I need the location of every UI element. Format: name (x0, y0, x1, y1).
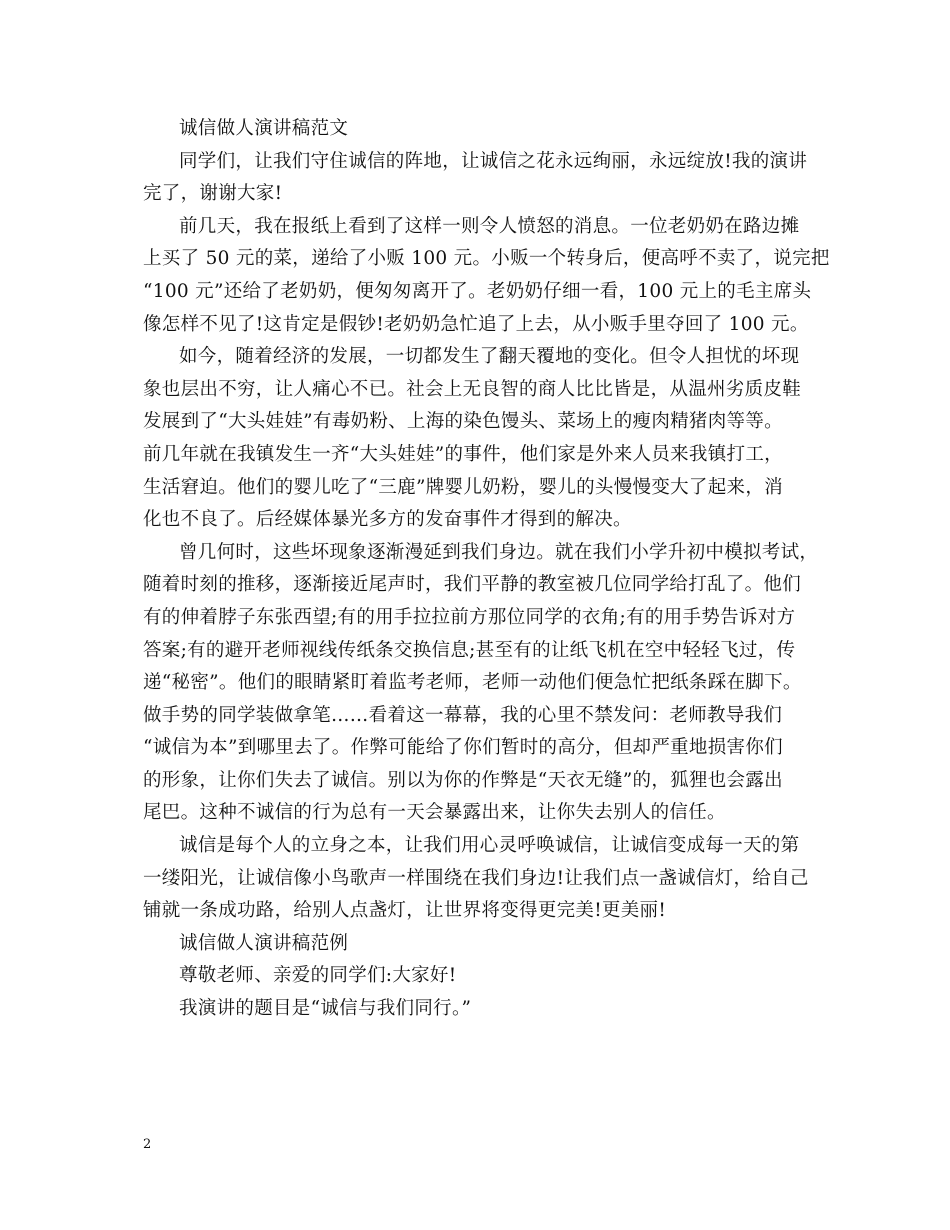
document-body (143, 113, 830, 1026)
text-line: 前几年就在我镇发生一齐“大头娃娃”的事件，他们家是外来人员来我镇打工， (143, 443, 783, 465)
text-line: 像怎样不见了!这肯定是假钞!老奶奶急忙追了上去，从小贩手里夺回了 100 元。 (143, 313, 809, 335)
text-line: 上买了 50 元的菜，递给了小贩 100 元。小贩一个转身后，便高呼不卖了，说完把 (143, 248, 830, 270)
text-line: 答案;有的避开老师视线传纸条交换信息;甚至有的让纸飞机在空中轻轻飞过，传 (143, 639, 796, 661)
text-line: 尾巴。这种不诚信的行为总有一天会暴露出来，让你失去别人的信任。 (143, 802, 726, 824)
text-line: 如今，随着经济的发展，一切都发生了翻天覆地的变化。但令人担忧的坏现 (179, 346, 800, 368)
text-line: 诚信做人演讲稿范文 (179, 118, 349, 139)
text-line: 随着时刻的推移，逐渐接近尾声时，我们平静的教室被几位同学给打乱了。他们 (143, 574, 802, 596)
text-line: 尊敬老师、亲爱的同学们:大家好! (179, 965, 457, 987)
text-line: 同学们，让我们守住诚信的阵地，让诚信之花永远绚丽，永远绽放!我的演讲 (179, 150, 808, 172)
text-line: 前几天，我在报纸上看到了这样一则令人愤怒的消息。一位老奶奶在路边摊 (179, 215, 800, 237)
text-line: 的形象，让你们失去了诚信。别以为你的作弊是“天衣无缝”的，狐狸也会露出 (143, 769, 783, 791)
text-line: 发展到了“大头娃娃”有毒奶粉、上海的染色馒头、菜场上的瘦肉精猪肉等等。 (143, 411, 783, 433)
text-line: “100 元”还给了老奶奶，便匆匆离开了。老奶奶仔细一看，100 元上的毛主席头 (143, 280, 812, 302)
text-line: 我演讲的题目是“诚信与我们同行。” (179, 998, 472, 1020)
page-number: 2 (143, 1137, 152, 1152)
text-line: 曾几何时，这些坏现象逐渐漫延到我们身边。就在我们小学升初中模拟考试， (179, 541, 819, 563)
text-line: 生活窘迫。他们的婴儿吃了“三鹿”牌婴儿奶粉，婴儿的头慢慢变大了起来，消 (143, 476, 783, 498)
text-line: 一缕阳光，让诚信像小鸟歌声一样围绕在我们身边!让我们点一盏诚信灯，给自己 (143, 867, 809, 889)
text-line: 完了，谢谢大家! (143, 183, 283, 205)
text-line: 诚信是每个人的立身之本，让我们用心灵呼唤诚信，让诚信变成每一天的第 (179, 835, 800, 857)
text-line: 有的伸着脖子东张西望;有的用手拉拉前方那位同学的衣角;有的用手势告诉对方 (143, 606, 796, 628)
text-line: 递“秘密”。他们的眼睛紧盯着监考老师，老师一动他们便急忙把纸条踩在脚下。 (143, 672, 802, 694)
text-line: 化也不良了。后经媒体暴光多方的发奋事件才得到的解决。 (143, 509, 632, 531)
text-line: 诚信做人演讲稿范例 (179, 932, 349, 954)
text-line: 象也层出不穷，让人痛心不已。社会上无良智的商人比比皆是，从温州劣质皮鞋 (143, 378, 802, 400)
text-line: “诚信为本”到哪里去了。作弊可能给了你们暂时的高分，但却严重地损害你们 (143, 737, 783, 759)
text-line: 铺就一条成功路，给别人点盏灯，让世界将变得更完美!更美丽! (143, 900, 667, 922)
text-line: 做手势的同学装做拿笔……看着这一幕幕，我的心里不禁发问：老师教导我们 (143, 704, 783, 726)
